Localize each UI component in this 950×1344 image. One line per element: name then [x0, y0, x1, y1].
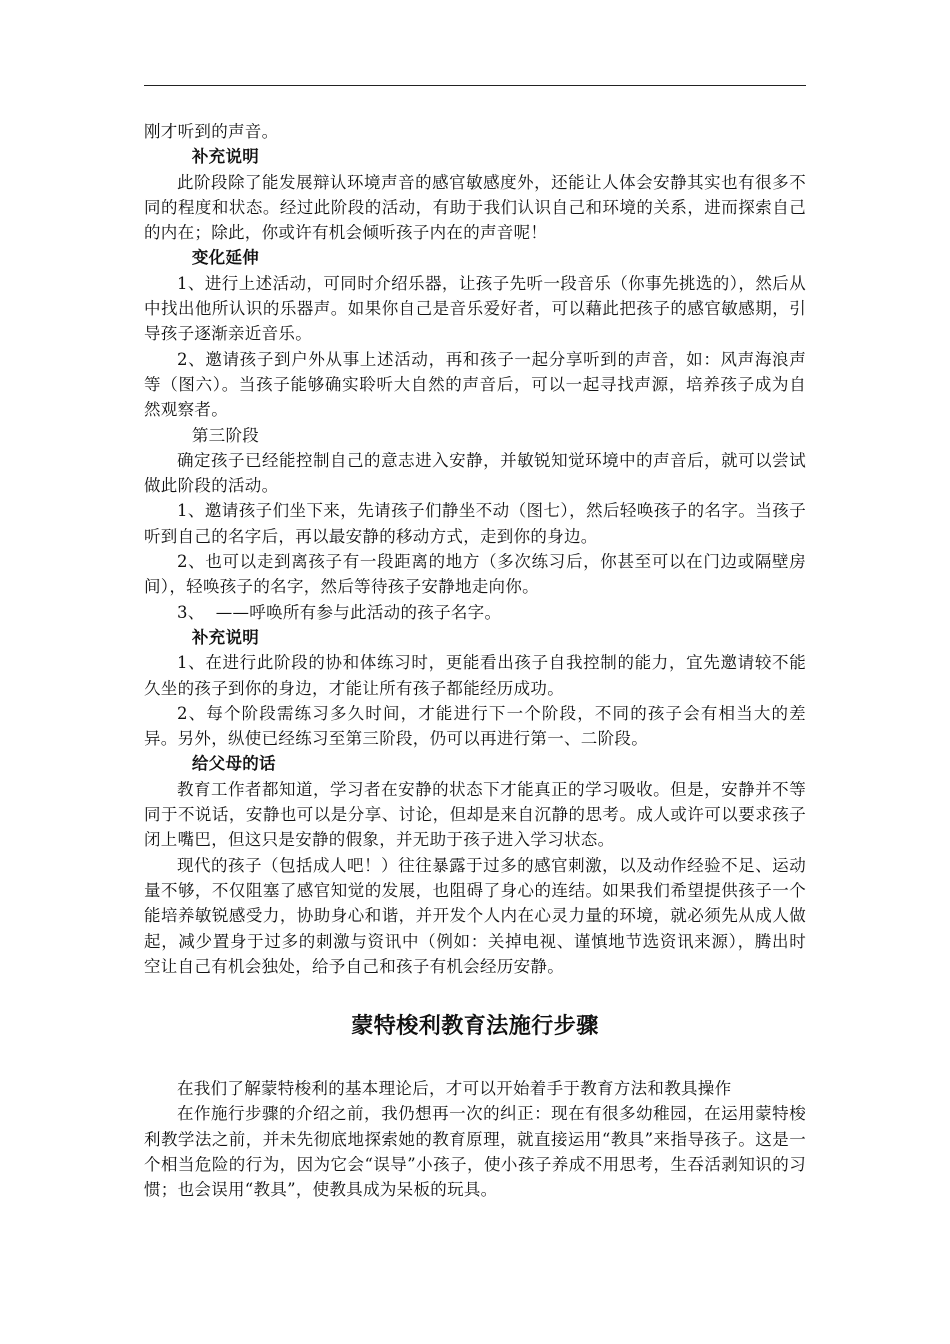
paragraph: 在我们了解蒙特梭利的基本理论后，才可以开始着手于教育方法和教具操作: [177, 1079, 732, 1099]
section-heading-supplement: 补充说明: [191, 147, 260, 167]
paragraph: 2、也可以走到离孩子有一段距离的地方（多次练习后，你甚至可以在门边或隔壁房间），轻唤孩子的名字，然后等待孩子安静地走向你。: [144, 552, 806, 597]
paragraph: 确定孩子已经能控制自己的意志进入安静，并敏锐知觉环境中的声音后，就可以尝试做此阶段的活动。: [144, 450, 806, 496]
header-rule: [144, 85, 806, 86]
section-heading-supplement: 补充说明: [191, 627, 260, 647]
paragraph: 1、进行上述活动，可同时介绍乐器，让孩子先听一段音乐（你事先挑选的），然后从中找出他所认识的乐器声。如果你自己是音乐爱好者，可以藉此把孩子的感官敏感期，引导孩子逐渐亲近音乐。: [144, 273, 806, 344]
page-title: 蒙特梭利教育法施行步骤: [351, 1014, 599, 1040]
paragraph: 此阶段除了能发展辩认环境声音的感官敏感度外，还能让人体会安静其实也有很多不同的程度和状态。经过此阶段的活动，有助于我们认识自己和环境的关系，进而探索自己的内在；除此，你或许有机会倾听孩子内在的声音呢！: [144, 172, 806, 243]
section-heading-parents: 给父母的话: [191, 754, 276, 774]
paragraph: 2、邀请孩子到户外从事上述活动，再和孩子一起分享听到的声音，如：风声海浪声等（图六）。当孩子能够确实聆听大自然的声音后，可以一起寻找声源，培养孩子成为自然观察者。: [144, 349, 806, 420]
section-heading-variation: 变化延伸: [191, 248, 260, 268]
paragraph: 1、邀请孩子们坐下来，先请孩子们静坐不动（图七），然后轻唤孩子的名字。当孩子听到自己的名字后，再以最安静的移动方式，走到你的身边。: [144, 501, 806, 546]
paragraph: 1、在进行此阶段的协和体练习时，更能看出孩子自我控制的能力，宜先邀请较不能久坐的孩子到你的身边，才能让所有孩子都能经历成功。: [144, 653, 806, 698]
paragraph: 在作施行步骤的介绍之前，我仍想再一次的纠正：现在有很多幼稚园，在运用蒙特梭利教学法之前，并未先彻底地探索她的教育原理，就直接运用“教具”来指导孩子。这是一个相当危险的行为，因为它会“误导”小孩子，使小孩子养成不用思考，生吞活剥知识的习惯；也会误用“教具”，使教具成为呆板的玩具。: [144, 1104, 806, 1200]
paragraph: 教育工作者都知道，学习者在安静的状态下才能真正的学习吸收。但是，安静并不等同于不说话，安静也可以是分享、讨论，但却是来自沉静的思考。成人或许可以要求孩子闭上嘴巴，但这只是安静的假象，并无助于孩子进入学习状态。: [144, 779, 806, 850]
paragraph: 现代的孩子（包括成人吧！）往往暴露于过多的感官刺激，以及动作经验不足、运动量不够，不仅阻塞了感官知觉的发展，也阻碍了身心的连结。如果我们希望提供孩子一个能培养敏锐感受力，协助身心和谐，并开发个人内在心灵力量的环境，就必须先从成人做起，减少置身于过多的刺激与资讯中（例如：关掉电视、谨慎地节选资讯来源），腾出时空让自己有机会独处，给予自己和孩子有机会经历安静。: [144, 855, 806, 976]
section-heading-stage-three: 第三阶段: [191, 425, 260, 445]
paragraph: 刚才听到的声音。: [144, 122, 279, 141]
paragraph: 2、每个阶段需练习多久时间，才能进行下一个阶段，不同的孩子会有相当大的差异。另外，纵使已经练习至第三阶段，仍可以再进行第一、二阶段。: [144, 703, 806, 749]
paragraph: 3、 ——呼唤所有参与此活动的孩子名字。: [177, 602, 502, 622]
document-body: [144, 119, 806, 1203]
